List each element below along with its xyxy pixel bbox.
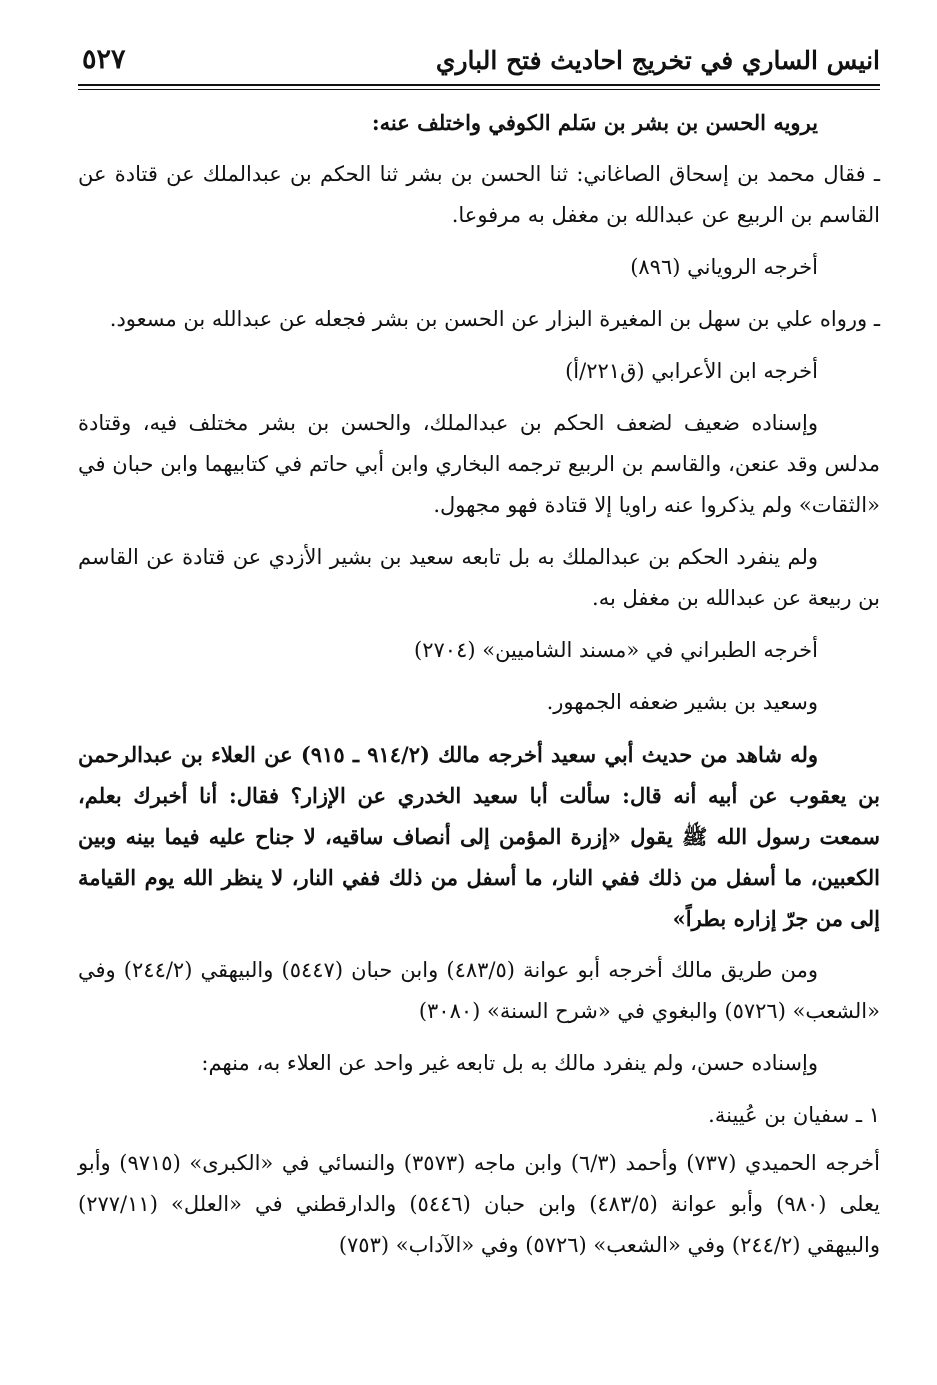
- paragraph-3: أخرجه الروياني (٨٩٦): [630, 255, 818, 279]
- book-title: انيس الساري في تخريج احاديث فتح الباري: [435, 46, 880, 75]
- paragraph-7: ولم ينفرد الحكم بن عبدالملك به بل تابعه سعيد بن بشير الأزدي عن قتادة عن القاسم بن ربيعة عن عبدالله بن مغفل به.: [78, 545, 880, 610]
- paragraph-5: أخرجه ابن الأعرابي (ق٢٢١/أ): [565, 359, 818, 383]
- header-rule-thin: [78, 89, 880, 90]
- document-page: [78, 40, 880, 1360]
- paragraph-1: يرويه الحسن بن بشر بن سَلم الكوفي واختلف عنه:: [371, 110, 818, 135]
- page-number: ٥٢٧: [82, 44, 126, 75]
- paragraph-8: أخرجه الطبراني في «مسند الشاميين» (٢٧٠٤): [414, 638, 818, 662]
- paragraph-12: وإسناده حسن، ولم ينفرد مالك به بل تابعه غير واحد عن العلاء به، منهم:: [201, 1051, 818, 1075]
- paragraph-9: وسعيد بن بشير ضعفه الجمهور.: [546, 690, 818, 714]
- paragraph-11: ومن طريق مالك أخرجه أبو عوانة (٤٨٣/٥) وابن حبان (٥٤٤٧) والبيهقي (٢٤٤/٢) وفي «الشعب» (٥٧٢٦) والبغوي في «شرح السنة» (٣٠٨٠): [78, 958, 880, 1023]
- paragraph-13: ١ ـ سفيان بن عُيينة.: [708, 1103, 880, 1127]
- paragraph-6: وإسناده ضعيف لضعف الحكم بن عبدالملك، والحسن بن بشر مختلف فيه، وقتادة مدلس وقد عنعن، والقاسم بن الربيع ترجمه البخاري وابن أبي حاتم في كتابيهما وابن حبان في «الثقات» ولم يذكروا عنه راويا إلا قتادة فهو مجهول.: [78, 411, 880, 517]
- page-header: [78, 40, 880, 82]
- paragraph-10: وله شاهد من حديث أبي سعيد أخرجه مالك (٩١٤/٢ ـ ٩١٥) عن العلاء بن عبدالرحمن بن يعقوب عن أبيه أنه قال: سألت أبا سعيد الخدري عن الإزار؟ فقال: أنا أخبرك بعلم، سمعت رسول الله ﷺ يقول «إزرة المؤمن إلى أنصاف ساقيه، لا جناح عليه فيما بينه وبين الكعبين، ما أسفل من ذلك ففي النار، ما أسفل من ذلك ففي النار، لا ينظر الله يوم القيامة إلى من جرّ إزاره بطراً»: [78, 742, 880, 931]
- body-text: [78, 102, 880, 1277]
- paragraph-4: ـ ورواه علي بن سهل بن المغيرة البزار عن الحسن بن بشر فجعله عن عبدالله بن مسعود.: [109, 307, 880, 331]
- paragraph-2: ـ فقال محمد بن إسحاق الصاغاني: ثنا الحسن بن بشر ثنا الحكم بن عبدالملك عن قتادة عن القاسم بن الربيع عن عبدالله بن مغفل به مرفوعا.: [78, 162, 880, 227]
- header-rule: [78, 84, 880, 86]
- paragraph-14: أخرجه الحميدي (٧٣٧) وأحمد (٦/٣) وابن ماجه (٣٥٧٣) والنسائي في «الكبرى» (٩٧١٥) وأبو يعلى (٩٨٠) وأبو عوانة (٤٨٣/٥) وابن حبان (٥٤٤٦) والدارقطني في «العلل» (٢٧٧/١١) والبيهقي (٢٤٤/٢) وفي «الشعب» (٥٧٢٦) وفي «الآداب» (٧٥٣): [78, 1151, 880, 1257]
